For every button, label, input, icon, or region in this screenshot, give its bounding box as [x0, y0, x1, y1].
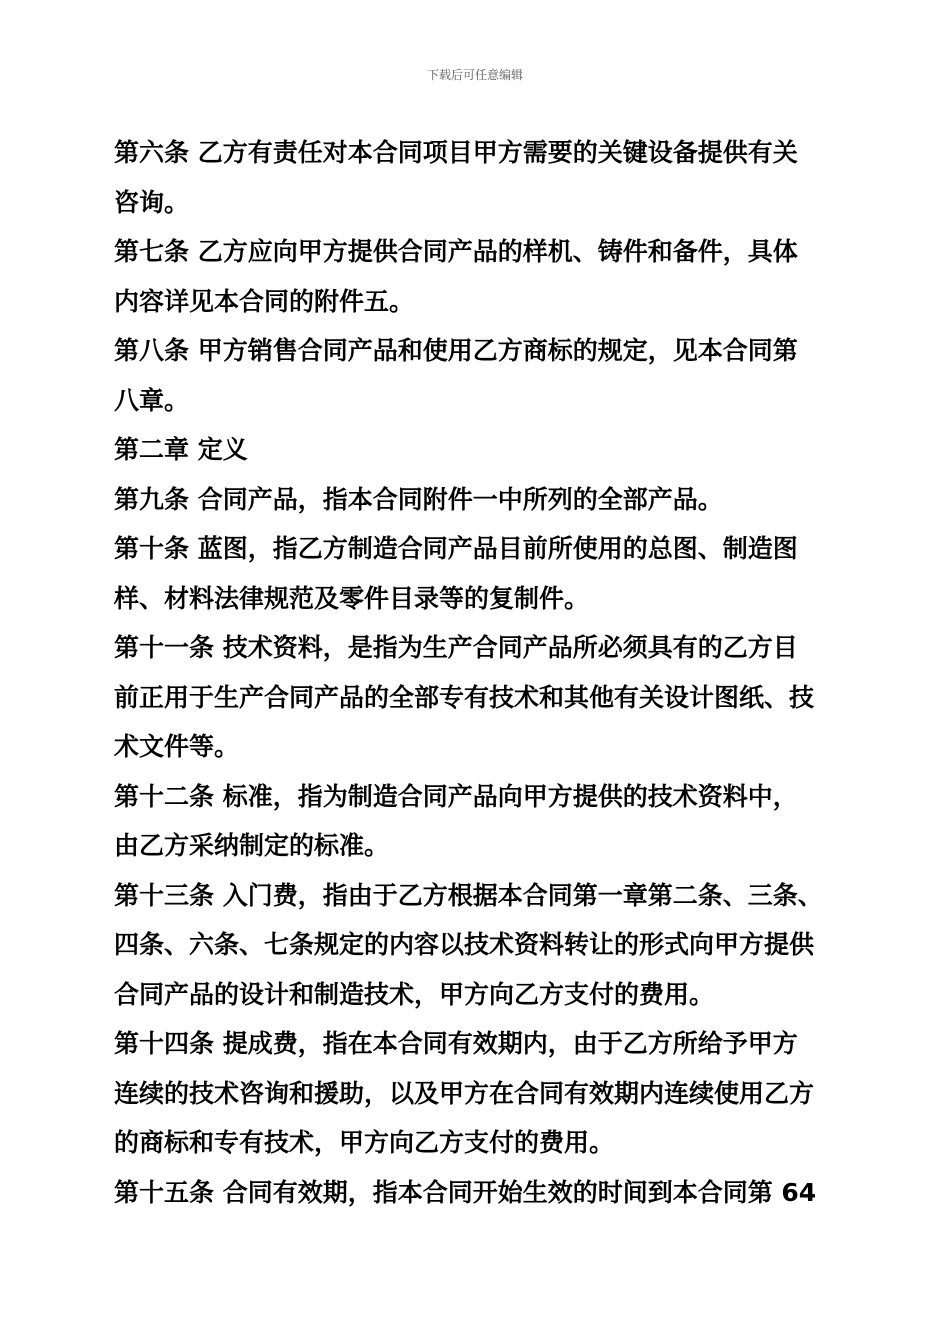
paragraph-line: 前正用于生产合同产品的全部专有技术和其他有关设计图纸、技	[114, 682, 815, 712]
paragraph-line: 四条、六条、七条规定的内容以技术资料转让的形式向甲方提供	[114, 930, 815, 959]
paragraph-line: 第八条 甲方销售合同产品和使用乙方商标的规定，见本合同第	[114, 336, 798, 365]
paragraph-line: 连续的技术咨询和援助，以及甲方在合同有效期内连续使用乙方	[114, 1078, 815, 1108]
chapter-title: 第二章 定义	[114, 435, 248, 464]
paragraph-line: 第六条 乙方有责任对本合同项目甲方需要的关键设备提供有关	[114, 138, 798, 167]
paragraph-line: 第十一条 技术资料，是指为生产合同产品所必须具有的乙方目	[114, 633, 798, 662]
paragraph-line: 内容详见本合同的附件五。	[114, 286, 415, 316]
article-12	[114, 772, 854, 871]
paragraph-line: 合同产品的设计和制造技术，甲方向乙方支付的费用。	[114, 979, 715, 1009]
paragraph-line: 的商标和专有技术，甲方向乙方支付的费用。	[114, 1128, 615, 1157]
article-7	[114, 227, 854, 326]
paragraph-line: 咨询。	[114, 187, 190, 217]
paragraph-line: 样、材料法律规范及零件目录等的复制件。	[114, 583, 590, 613]
document-body	[114, 128, 854, 1217]
article-11	[114, 623, 854, 772]
paragraph-line: 术文件等。	[114, 732, 240, 761]
paragraph-line: 第十三条 入门费，指由于乙方根据本合同第一章第二条、三条、	[114, 880, 823, 910]
paragraph-line: 第十五条 合同有效期，指本合同开始生效的时间到本合同第 64	[114, 1177, 817, 1207]
paragraph-line: 第十四条 提成费，指在本合同有效期内，由于乙方所给予甲方	[114, 1029, 798, 1058]
paragraph-line: 第十二条 标准，指为制造合同产品向甲方提供的技术资料中，	[114, 781, 798, 811]
article-10	[114, 524, 854, 623]
article-6	[114, 128, 854, 227]
article-13	[114, 871, 854, 1020]
paragraph-line: 第九条 合同产品，指本合同附件一中所列的全部产品。	[114, 484, 723, 514]
article-15	[114, 1168, 854, 1218]
paragraph-line: 八章。	[114, 385, 190, 415]
article-9	[114, 475, 854, 525]
paragraph-line: 第十条 蓝图，指乙方制造合同产品目前所使用的总图、制造图	[114, 534, 798, 563]
chapter-2-heading	[114, 425, 854, 475]
paragraph-line: 由乙方采纳制定的标准。	[114, 831, 390, 860]
paragraph-line: 第七条 乙方应向甲方提供合同产品的样机、铸件和备件，具体	[114, 237, 798, 266]
page-header: 下载后可任意编辑	[426, 68, 523, 82]
article-14	[114, 1019, 854, 1168]
article-8	[114, 326, 854, 425]
